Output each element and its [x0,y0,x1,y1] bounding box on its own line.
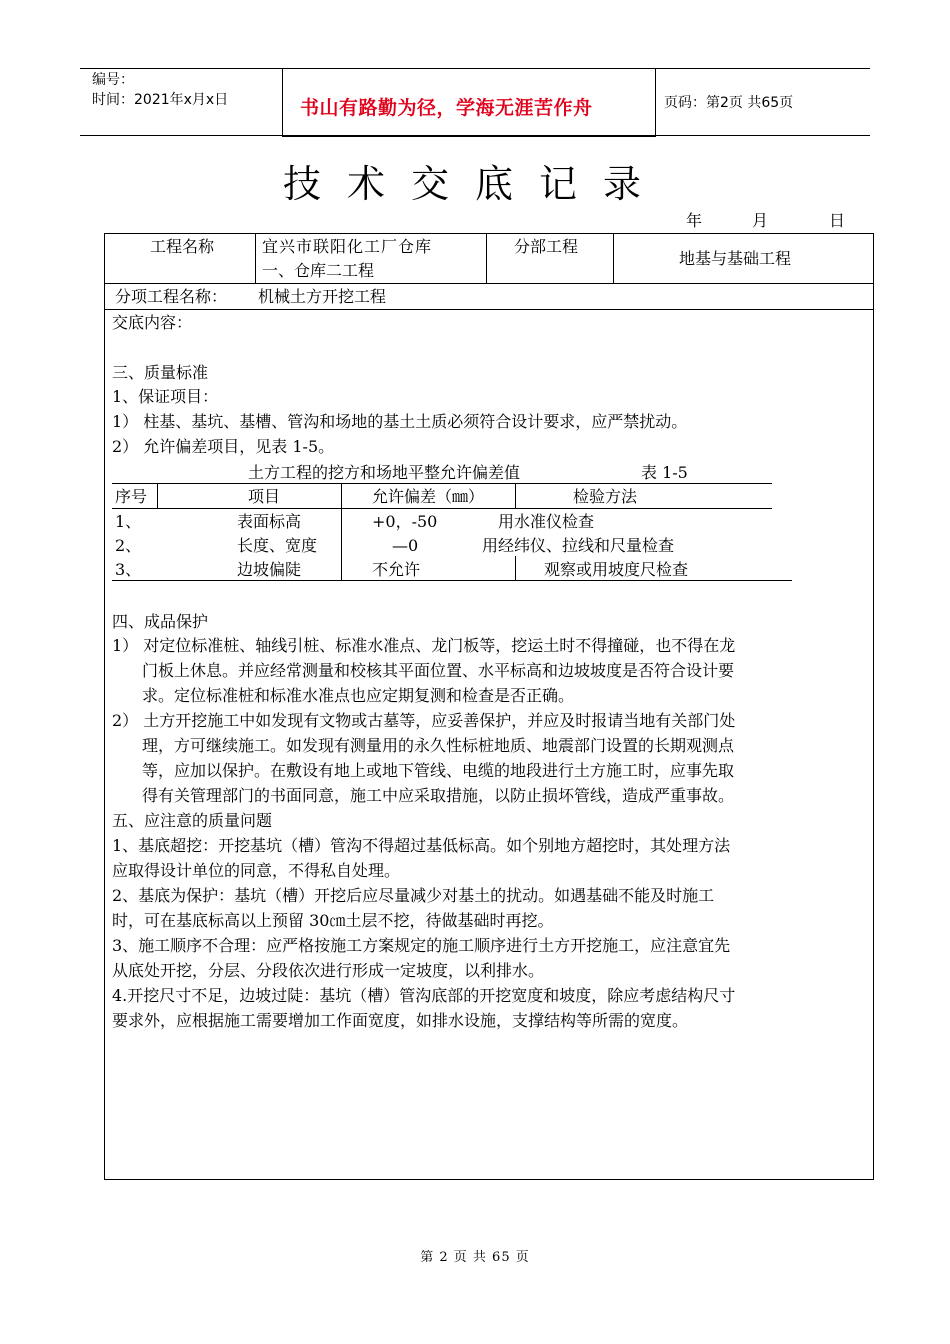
project-name-value-line1: 宜兴市联阳化工厂仓库 [262,237,433,256]
section4-heading: 四、成品保护 [112,612,209,631]
date-year: 年 [686,211,703,230]
table-row-3-tolerance: 不允许 [372,560,421,579]
table-header-method: 检验方法 [573,487,638,506]
document-number-label: 编号： [92,72,134,88]
document-time-label: 时间：2021年x月x日 [92,92,229,108]
guarantee-heading: 1、保证项目： [112,387,219,406]
table-header-tolerance: 允许偏差（㎜） [372,487,485,506]
motto-text: 书山有路勤为径，学海无涯苦作舟 [300,97,593,119]
content-label: 交底内容： [112,313,193,332]
table-header-item: 项目 [248,487,281,506]
date-day: 日 [829,211,846,230]
col-divider-2 [486,233,487,283]
section4-p2-line1: 2） 土方开挖施工中如发现有文物或古墓等，应妥善保护，并应及时报请当地有关部门处 [112,711,736,730]
table-row-2-method: 用经纬仪、拉线和尺量检查 [482,536,675,555]
section4-p1-line1: 1） 对定位标准桩、轴线引桩、标准水准点、龙门板等，挖运土时不得撞碰，也不得在龙 [112,636,736,655]
table-top-rule [112,483,772,484]
project-name-value-line2: 一、仓库二工程 [262,261,375,280]
table-row-3-item: 边坡偏陡 [237,560,302,579]
section4-p2-line4: 得有关管理部门的书面同意，施工中应采取措施，以防止损坏管线，造成严重事故。 [142,786,735,805]
table-row-1-no: 1、 [115,512,142,531]
document-title: 技术交底记录 [282,162,667,206]
item-name-label: 分项工程名称： [115,287,228,306]
section5-q3-line2: 从底处开挖，分层、分段依次进行形成一定坡度，以利排水。 [112,961,545,980]
col-divider-1 [255,233,256,283]
sub-project-label: 分部工程 [514,237,579,256]
table-bottom-rule [112,580,792,581]
section5-q2-line2: 时，可在基底标高以上预留 30㎝土层不挖，待做基础时再挖。 [112,911,554,930]
table-number: 表 1-5 [641,463,688,482]
table-row-2-no: 2、 [115,536,142,555]
section4-p2-line2: 理，方可继续施工。如发现有测量用的永久性标桩地质、地震部门设置的长期观测点 [142,736,735,755]
section5-q3-line1: 3、施工顺序不合理：应严格按施工方案规定的施工顺序进行土方开挖施工，应注意宜先 [112,936,731,955]
section5-q1-line1: 1、基底超挖：开挖基坑（槽）管沟不得超过基低标高。如个别地方超挖时，其处理方法 [112,836,731,855]
section5-q1-line2: 应取得设计单位的同意，不得私自处理。 [112,861,401,880]
table-header-no: 序号 [115,487,148,506]
table-col-divider-4 [515,556,516,580]
table-row-3-no: 3、 [115,560,142,579]
row-divider-2 [104,309,874,310]
section5-q4-line1: 4.开挖尺寸不足，边坡过陡：基坑（槽）管沟底部的开挖宽度和坡度，除应考虑结构尺寸 [112,986,736,1005]
table-col-divider-3 [515,483,516,508]
table-header-rule [112,508,772,509]
section4-p1-line3: 求。定位标准桩和标准水准点也应定期复测和检查是否正确。 [142,686,575,705]
section4-p2-line3: 等，应加以保护。在敷设有地上或地下管线、电缆的地段进行土方施工时，应事先取 [142,761,735,780]
table-row-1-tolerance: +0，-50 [372,512,438,531]
table-row-2-item: 长度、宽度 [237,536,318,555]
row-divider-1 [104,283,874,284]
table-caption: 土方工程的挖方和场地平整允许偏差值 [248,463,521,482]
section5-q2-line1: 2、基底为保护：基坑（槽）开挖后应尽量减少对基土的扰动。如遇基础不能及时施工 [112,886,715,905]
table-col-divider-1 [157,483,158,508]
section5-q4-line2: 要求外，应根据施工需要增加工作面宽度，如排水设施，支撑结构等所需的宽度。 [112,1011,689,1030]
guarantee-item-2: 2） 允许偏差项目，见表 1-5。 [112,437,335,456]
item-name-value: 机械土方开挖工程 [258,287,387,306]
page-number-label: 页码：第2页 共65页 [664,95,794,111]
col-divider-3 [613,233,614,283]
guarantee-item-1: 1） 柱基、基坑、基槽、管沟和场地的基土土质必须符合设计要求，应严禁扰动。 [112,412,688,431]
project-name-label: 工程名称 [150,237,215,256]
date-month: 月 [752,211,769,230]
table-row-3-method: 观察或用坡度尺检查 [544,560,689,579]
section3-heading: 三、质量标准 [112,363,209,382]
section5-heading: 五、应注意的质量问题 [112,811,273,830]
table-row-1-method: 用水准仪检查 [498,512,595,531]
table-row-2-tolerance: —0 [392,536,419,555]
table-row-1-item: 表面标高 [237,512,302,531]
section4-p1-line2: 门板上休息。并应经常测量和校核其平面位置、水平标高和边坡坡度是否符合设计要 [142,661,735,680]
page-footer: 第 2 页 共 65 页 [420,1250,530,1265]
sub-project-value: 地基与基础工程 [679,249,792,268]
table-col-divider-2 [341,483,342,580]
